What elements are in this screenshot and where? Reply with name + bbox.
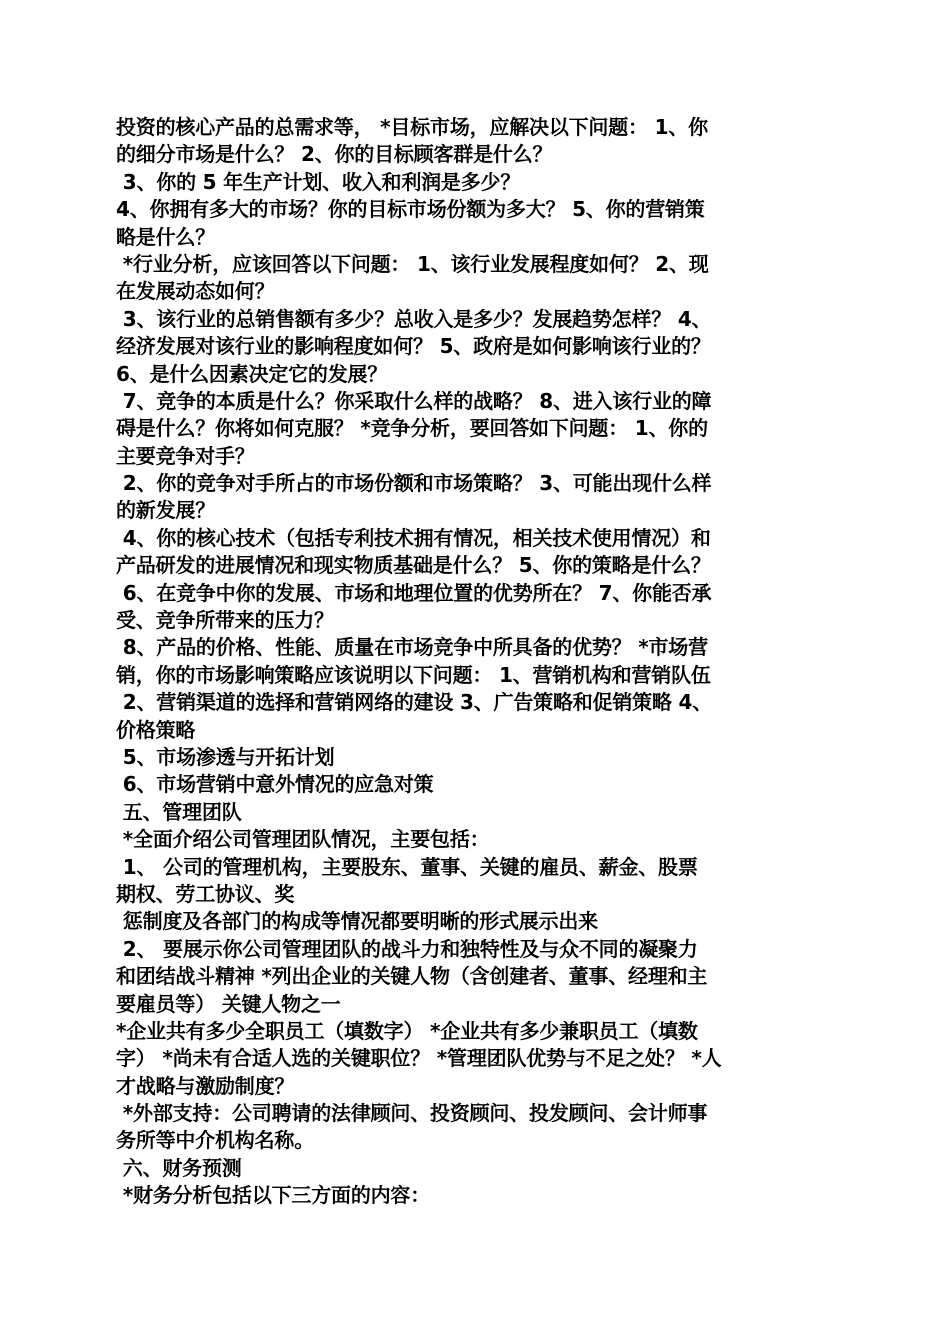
text-line: *行业分析，应该回答以下问题： 1、该行业发展程度如何？ 2、现 xyxy=(116,251,709,276)
text-line: *全面介绍公司管理团队情况，主要包括： xyxy=(116,827,490,852)
section-heading: 五、管理团队 xyxy=(116,799,242,824)
text-line: 投资的核心产品的总需求等， *目标市场，应解决以下问题： 1、你 xyxy=(116,115,708,139)
text-line: 的细分市场是什么？ 2、你的目标顾客群是什么？ xyxy=(116,142,553,167)
text-line: 碍是什么？你将如何克服？ *竞争分析，要回答如下问题： 1、你的 xyxy=(116,416,708,441)
text-line: 价格策略 xyxy=(116,717,196,742)
text-line: 惩制度及各部门的构成等情况都要明晰的形式展示出来 xyxy=(116,909,598,934)
text-line: 3、该行业的总销售额有多少？总收入是多少？发展趋势怎样？ 4、 xyxy=(116,306,712,331)
document-body xyxy=(116,114,836,1210)
text-line: 在发展动态如何？ xyxy=(116,279,275,304)
text-line: 4、你的核心技术（包括专利技术拥有情况，相关技术使用情况）和 xyxy=(116,525,711,550)
text-line: 6、在竞争中你的发展、市场和地理位置的优势所在？ 7、你能否承 xyxy=(116,580,712,605)
text-line: 主要竞争对手？ xyxy=(116,443,255,468)
text-line: 产品研发的进展情况和现实物质基础是什么？ 5、你的策略是什么？ xyxy=(116,553,711,578)
section-heading: 六、财务预测 xyxy=(116,1155,242,1180)
text-line: 2、你的竞争对手所占的市场份额和市场策略？ 3、可能出现什么样 xyxy=(116,471,712,496)
text-line: 5、市场渗透与开拓计划 xyxy=(116,744,335,769)
text-line: 受、竞争所带来的压力？ xyxy=(116,608,334,633)
text-line: *企业共有多少全职员工（填数字） *企业共有多少兼职员工（填数 xyxy=(116,1018,698,1043)
text-line: 4、你拥有多大的市场？你的目标市场份额为多大？ 5、你的营销策 xyxy=(116,197,705,222)
text-line: *财务分析包括以下三方面的内容： xyxy=(116,1183,431,1208)
text-line: 经济发展对该行业的影响程度如何？ 5、政府是如何影响该行业的？ xyxy=(116,334,711,359)
text-line: *外部支持：公司聘请的法律顾问、投资顾问、投发顾问、会计师事 xyxy=(116,1101,708,1126)
text-line: 和团结战斗精神 *列出企业的关键人物（含创建者、董事、经理和主 xyxy=(116,964,708,989)
text-line: 3、你的 5 年生产计划、收入和利润是多少？ xyxy=(116,169,521,194)
text-line: 1、 公司的管理机构，主要股东、董事、关键的雇员、薪金、股票 xyxy=(116,854,698,879)
text-line: 的新发展？ xyxy=(116,498,215,523)
text-line: 略是什么？ xyxy=(116,224,215,249)
text-line: 2、 要展示你公司管理团队的战斗力和独特性及与众不同的凝聚力 xyxy=(116,936,698,961)
text-line: 务所等中介机构名称。 xyxy=(116,1128,314,1153)
text-line: 6、市场营销中意外情况的应急对策 xyxy=(116,772,434,797)
text-line: 8、产品的价格、性能、质量在市场竞争中所具备的优势？ *市场营 xyxy=(116,635,708,660)
text-line: 要雇员等） 关键人物之一 xyxy=(116,991,341,1016)
text-line: 才战略与激励制度？ xyxy=(116,1073,295,1098)
text-line: 2、营销渠道的选择和营销网络的建设 3、广告策略和促销策略 4、 xyxy=(116,690,713,715)
text-line: 7、竞争的本质是什么？你采取什么样的战略？ 8、进入该行业的障 xyxy=(116,388,712,413)
text-line: 期权、劳工协议、奖 xyxy=(116,881,295,906)
text-line: 6、是什么因素决定它的发展？ xyxy=(116,361,388,386)
text-line: 字） *尚未有合适人选的关键职位？ *管理团队优势与不足之处？ *人 xyxy=(116,1046,722,1071)
text-line: 销，你的市场影响策略应该说明以下问题： 1、营销机构和营销队伍 xyxy=(116,662,711,687)
